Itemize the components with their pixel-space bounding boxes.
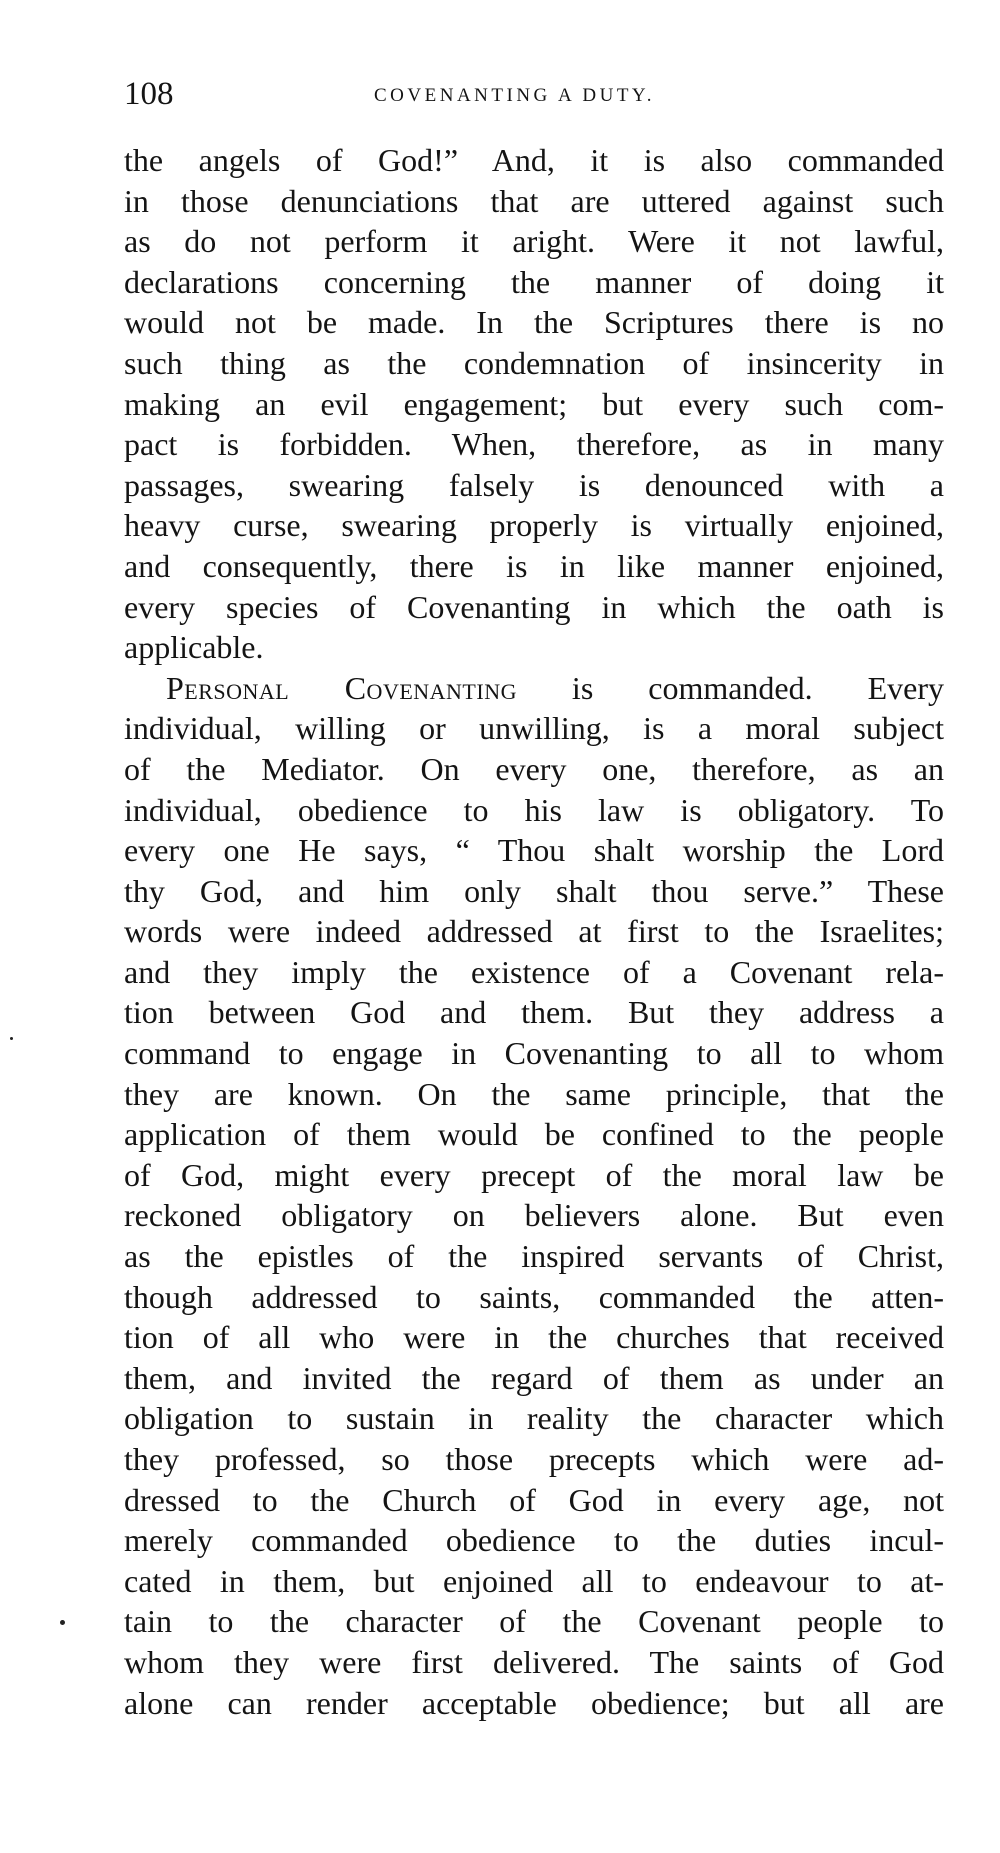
running-title: COVENANTING A DUTY. xyxy=(374,85,655,106)
text-line: and they imply the existence of a Covenant rela- xyxy=(124,953,944,990)
text-line: as do not perform it aright. Were it not lawful, xyxy=(124,223,944,260)
page-number: 108 xyxy=(124,76,174,112)
body-text xyxy=(124,140,944,1723)
text-line: merely commanded obedience to the duties incul- xyxy=(124,1522,944,1559)
text-line: every species of Covenanting in which the oath is xyxy=(124,588,944,625)
text-line: whom they were first delivered. The saints of God xyxy=(124,1643,944,1680)
text-line: the angels of God!” And, it is also commanded xyxy=(124,142,944,178)
text-line: and consequently, there is in like manner enjoined, xyxy=(124,547,944,584)
text-line: passages, swearing falsely is denounced with a xyxy=(124,466,944,503)
text-line: of the Mediator. On every one, therefore, as an xyxy=(124,750,944,787)
running-head xyxy=(124,72,944,116)
text-line: dressed to the Church of God in every age, not xyxy=(124,1481,944,1518)
text-line: every one He says, “ Thou shalt worship the Lord xyxy=(124,832,944,869)
stray-ink-dot xyxy=(60,1620,65,1625)
text-line: making an evil engagement; but every such com- xyxy=(124,385,944,422)
text-line: they are known. On the same principle, that the xyxy=(124,1075,944,1112)
text-line: thy God, and him only shalt thou serve.” These xyxy=(124,872,944,909)
text-line: individual, obedience to his law is obligatory. To xyxy=(124,791,944,828)
opening-line-rest: is commanded. Every xyxy=(516,669,944,706)
text-line: them, and invited the regard of them as under an xyxy=(124,1359,944,1396)
text-line: though addressed to saints, commanded the atten- xyxy=(124,1278,944,1315)
text-line: command to engage in Covenanting to all to whom xyxy=(124,1035,944,1072)
text-line: in those denunciations that are uttered against such xyxy=(124,182,944,219)
text-line: would not be made. In the Scriptures there is no xyxy=(124,304,944,341)
text-line: words were indeed addressed at first to the Israelites; xyxy=(124,913,944,950)
text-line: heavy curse, swearing properly is virtually enjoined, xyxy=(124,507,944,544)
text-line: applicable. xyxy=(124,629,264,666)
text-line: pact is forbidden. When, therefore, as in many xyxy=(124,426,944,463)
text-line: tion between God and them. But they address a xyxy=(124,994,944,1031)
paragraph-opening-line xyxy=(124,668,944,709)
text-line: tain to the character of the Covenant people to xyxy=(124,1603,944,1640)
text-line: application of them would be confined to the people xyxy=(124,1116,944,1153)
text-line: as the epistles of the inspired servants of Christ, xyxy=(124,1238,944,1275)
text-line: obligation to sustain in reality the character which xyxy=(124,1400,944,1437)
text-line: such thing as the condemnation of insincerity in xyxy=(124,344,944,381)
text-line: of God, might every precept of the moral law be xyxy=(124,1156,944,1193)
text-line: tion of all who were in the churches that received xyxy=(124,1319,944,1356)
text-line: reckoned obligatory on believers alone. But even xyxy=(124,1197,944,1234)
text-line: alone can render acceptable obedience; but all are xyxy=(124,1684,944,1721)
text-line: declarations concerning the manner of doing it xyxy=(124,263,944,300)
small-caps-heading: Personal Covenanting xyxy=(166,669,517,706)
text-line: they professed, so those precepts which were ad- xyxy=(124,1441,944,1477)
text-line: individual, willing or unwilling, is a moral subject xyxy=(124,710,944,747)
stray-ink-dot xyxy=(10,1037,13,1040)
text-line: cated in them, but enjoined all to endeavour to at- xyxy=(124,1562,944,1599)
